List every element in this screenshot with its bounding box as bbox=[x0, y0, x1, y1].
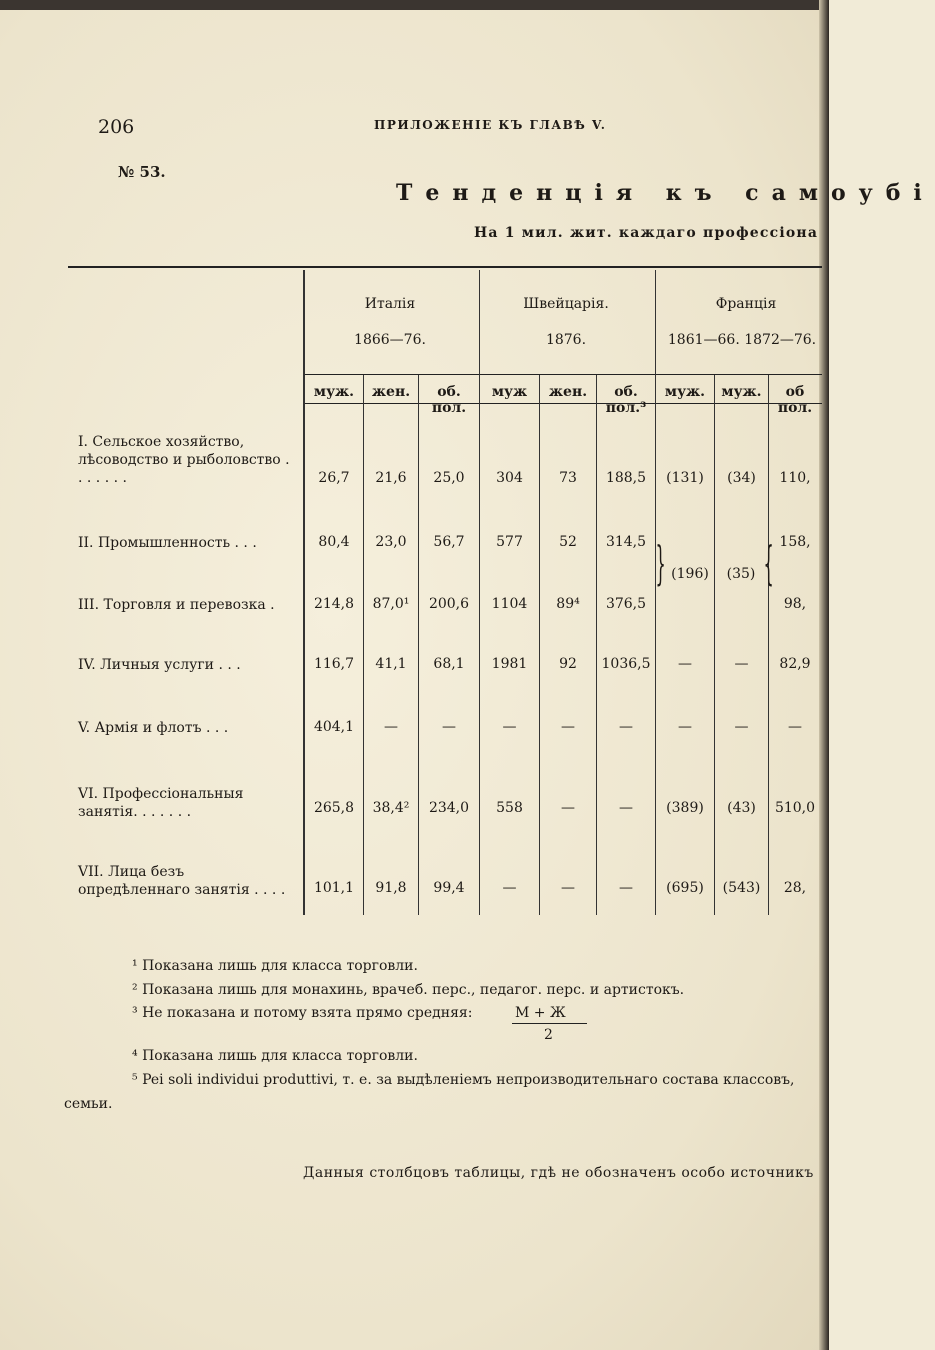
footnote-3: ³ Не показана и потому взята прямо средняя: bbox=[132, 1005, 473, 1021]
table-cell: — bbox=[678, 656, 692, 672]
row-label: III. Торговля и перевозка . bbox=[78, 597, 275, 613]
table-cell: 98, bbox=[783, 596, 807, 612]
table-cell: 376,5 bbox=[605, 596, 647, 612]
years-switzerland: 1876. bbox=[545, 332, 587, 348]
subhead: жен. bbox=[548, 384, 588, 400]
scan-top-edge bbox=[0, 0, 829, 10]
table-cell: 82,9 bbox=[779, 656, 811, 672]
table-cell: (389) bbox=[666, 800, 704, 816]
table-cell: 92 bbox=[559, 656, 577, 672]
table-cell: 404,1 bbox=[313, 719, 355, 735]
table-cell: — bbox=[619, 880, 633, 896]
row-label: I. Сельское хозяйство, лѣсоводство и рыболовство . . . . . . . bbox=[78, 434, 290, 486]
header-rule-1 bbox=[304, 374, 822, 375]
col-divider bbox=[363, 375, 364, 915]
table-cell: 314,5 bbox=[605, 534, 647, 550]
table-cell: — bbox=[678, 719, 692, 735]
country-italy: Италія bbox=[364, 296, 416, 312]
table-cell: 99,4 bbox=[433, 880, 465, 896]
formula-bar bbox=[512, 1023, 587, 1024]
table-cell: — bbox=[788, 719, 802, 735]
table-cell: 1036,5 bbox=[601, 656, 651, 672]
swiss-france-divider bbox=[655, 270, 656, 915]
table-top-rule bbox=[68, 266, 822, 268]
table-number: № 53. bbox=[118, 163, 166, 181]
france-merged-male: (196) bbox=[671, 566, 709, 582]
table-cell: 110, bbox=[779, 470, 811, 486]
subhead: об. пол. bbox=[431, 384, 467, 416]
france-merged-female: (35) bbox=[726, 566, 756, 582]
subhead: муж bbox=[491, 384, 528, 400]
row-label: VI. Профессіональныя занятія. . . . . . . bbox=[78, 786, 244, 820]
table-cell: 87,0¹ bbox=[372, 596, 410, 612]
table-cell: — bbox=[619, 719, 633, 735]
table-cell: — bbox=[734, 656, 749, 672]
table-cell: — bbox=[734, 719, 749, 735]
table-cell: — bbox=[384, 719, 398, 735]
table-subtitle: На 1 мил. жит. каждаго профессіона bbox=[474, 225, 819, 241]
table-cell: — bbox=[561, 719, 575, 735]
country-switzerland: Швейцарія. bbox=[523, 296, 609, 312]
table-cell: 91,8 bbox=[375, 880, 407, 896]
table-cell: 158, bbox=[779, 534, 811, 550]
col-divider bbox=[596, 375, 597, 915]
row-label: V. Армія и флотъ . . . bbox=[78, 720, 229, 736]
formula-denominator: 2 bbox=[544, 1027, 553, 1043]
table-cell: — bbox=[619, 800, 633, 816]
table-cell: (543) bbox=[722, 880, 761, 896]
footnote-4: ⁴ Показана лишь для класса торговли. bbox=[132, 1048, 418, 1064]
table-cell: (695) bbox=[666, 880, 704, 896]
table-cell: 56,7 bbox=[433, 534, 465, 550]
brace-right: { bbox=[763, 536, 774, 590]
formula-numerator: М + Ж bbox=[515, 1005, 566, 1021]
table-cell: 265,8 bbox=[313, 800, 355, 816]
table-cell: — bbox=[502, 719, 517, 735]
table-title: Тенденція къ самоубі bbox=[396, 180, 935, 206]
col-divider bbox=[714, 375, 715, 915]
col-divider bbox=[768, 375, 769, 915]
table-cell: 1104 bbox=[491, 596, 528, 612]
country-france: Франція bbox=[715, 296, 777, 312]
footnote-5: ⁵ Pei soli individui produttivi, т. е. за выдѣленіемъ непроизводительнаго состава классовъ, bbox=[132, 1072, 795, 1088]
table-cell: 41,1 bbox=[375, 656, 407, 672]
table-cell: 80,4 bbox=[318, 534, 350, 550]
page-number: 206 bbox=[98, 116, 135, 138]
footnote-1: ¹ Показана лишь для класса торговли. bbox=[132, 958, 418, 974]
footnote-5-cont: семьи. bbox=[64, 1096, 113, 1112]
years-italy: 1866—76. bbox=[354, 332, 426, 348]
subhead: муж. bbox=[313, 384, 355, 400]
table-cell: — bbox=[442, 719, 456, 735]
subhead: муж. bbox=[721, 384, 762, 400]
table-cell: 26,7 bbox=[318, 470, 350, 486]
table-cell: — bbox=[502, 880, 517, 896]
table-cell: (34) bbox=[727, 470, 756, 486]
table-cell: 200,6 bbox=[428, 596, 470, 612]
subhead: об. пол.³ bbox=[605, 384, 647, 416]
years-france: 1861—66. 1872—76. bbox=[667, 332, 817, 348]
table-cell: 116,7 bbox=[313, 656, 355, 672]
subhead: муж. bbox=[664, 384, 706, 400]
closing-line: Данныя столбцовъ таблицы, гдѣ не обозначенъ особо источникъ bbox=[303, 1165, 814, 1181]
col-divider bbox=[539, 375, 540, 915]
footnote-2: ² Показана лишь для монахинь, врачеб. перс., педагог. перс. и артистокъ. bbox=[132, 982, 685, 998]
table-cell: — bbox=[561, 800, 575, 816]
brace-left: } bbox=[655, 536, 666, 590]
stub-divider bbox=[303, 270, 305, 915]
table-cell: 73 bbox=[559, 470, 577, 486]
table-cell: 234,0 bbox=[428, 800, 470, 816]
table-cell: 1981 bbox=[491, 656, 528, 672]
table-cell: 214,8 bbox=[313, 596, 355, 612]
table-cell: 89⁴ bbox=[556, 596, 580, 612]
italy-swiss-divider bbox=[479, 270, 480, 915]
col-divider bbox=[418, 375, 419, 915]
header-rule-2 bbox=[304, 403, 822, 404]
table-cell: (131) bbox=[666, 470, 704, 486]
table-cell: 304 bbox=[496, 470, 523, 486]
table-cell: 510,0 bbox=[774, 800, 816, 816]
table-cell: 25,0 bbox=[433, 470, 465, 486]
row-label: II. Промышленность . . . bbox=[78, 535, 257, 551]
row-label: VII. Лица безъ опредѣленнаго занятія . . . . bbox=[78, 864, 286, 898]
table-cell: 38,4² bbox=[372, 800, 410, 816]
subhead: жен. bbox=[371, 384, 411, 400]
table-cell: 52 bbox=[559, 534, 577, 550]
table-cell: — bbox=[561, 880, 575, 896]
table-cell: 23,0 bbox=[375, 534, 407, 550]
table-cell: 101,1 bbox=[313, 880, 355, 896]
table-cell: 188,5 bbox=[605, 470, 647, 486]
row-label: IV. Личныя услуги . . . bbox=[78, 657, 241, 673]
table-cell: (43) bbox=[727, 800, 756, 816]
table-cell: 21,6 bbox=[375, 470, 407, 486]
subhead: об пол. bbox=[777, 384, 813, 416]
running-head: ПРИЛОЖЕНІЕ КЪ ГЛАВѢ V. bbox=[374, 118, 607, 132]
table-cell: 577 bbox=[496, 534, 523, 550]
table-cell: 28, bbox=[783, 880, 807, 896]
table-cell: 558 bbox=[496, 800, 523, 816]
table-cell: 68,1 bbox=[433, 656, 465, 672]
